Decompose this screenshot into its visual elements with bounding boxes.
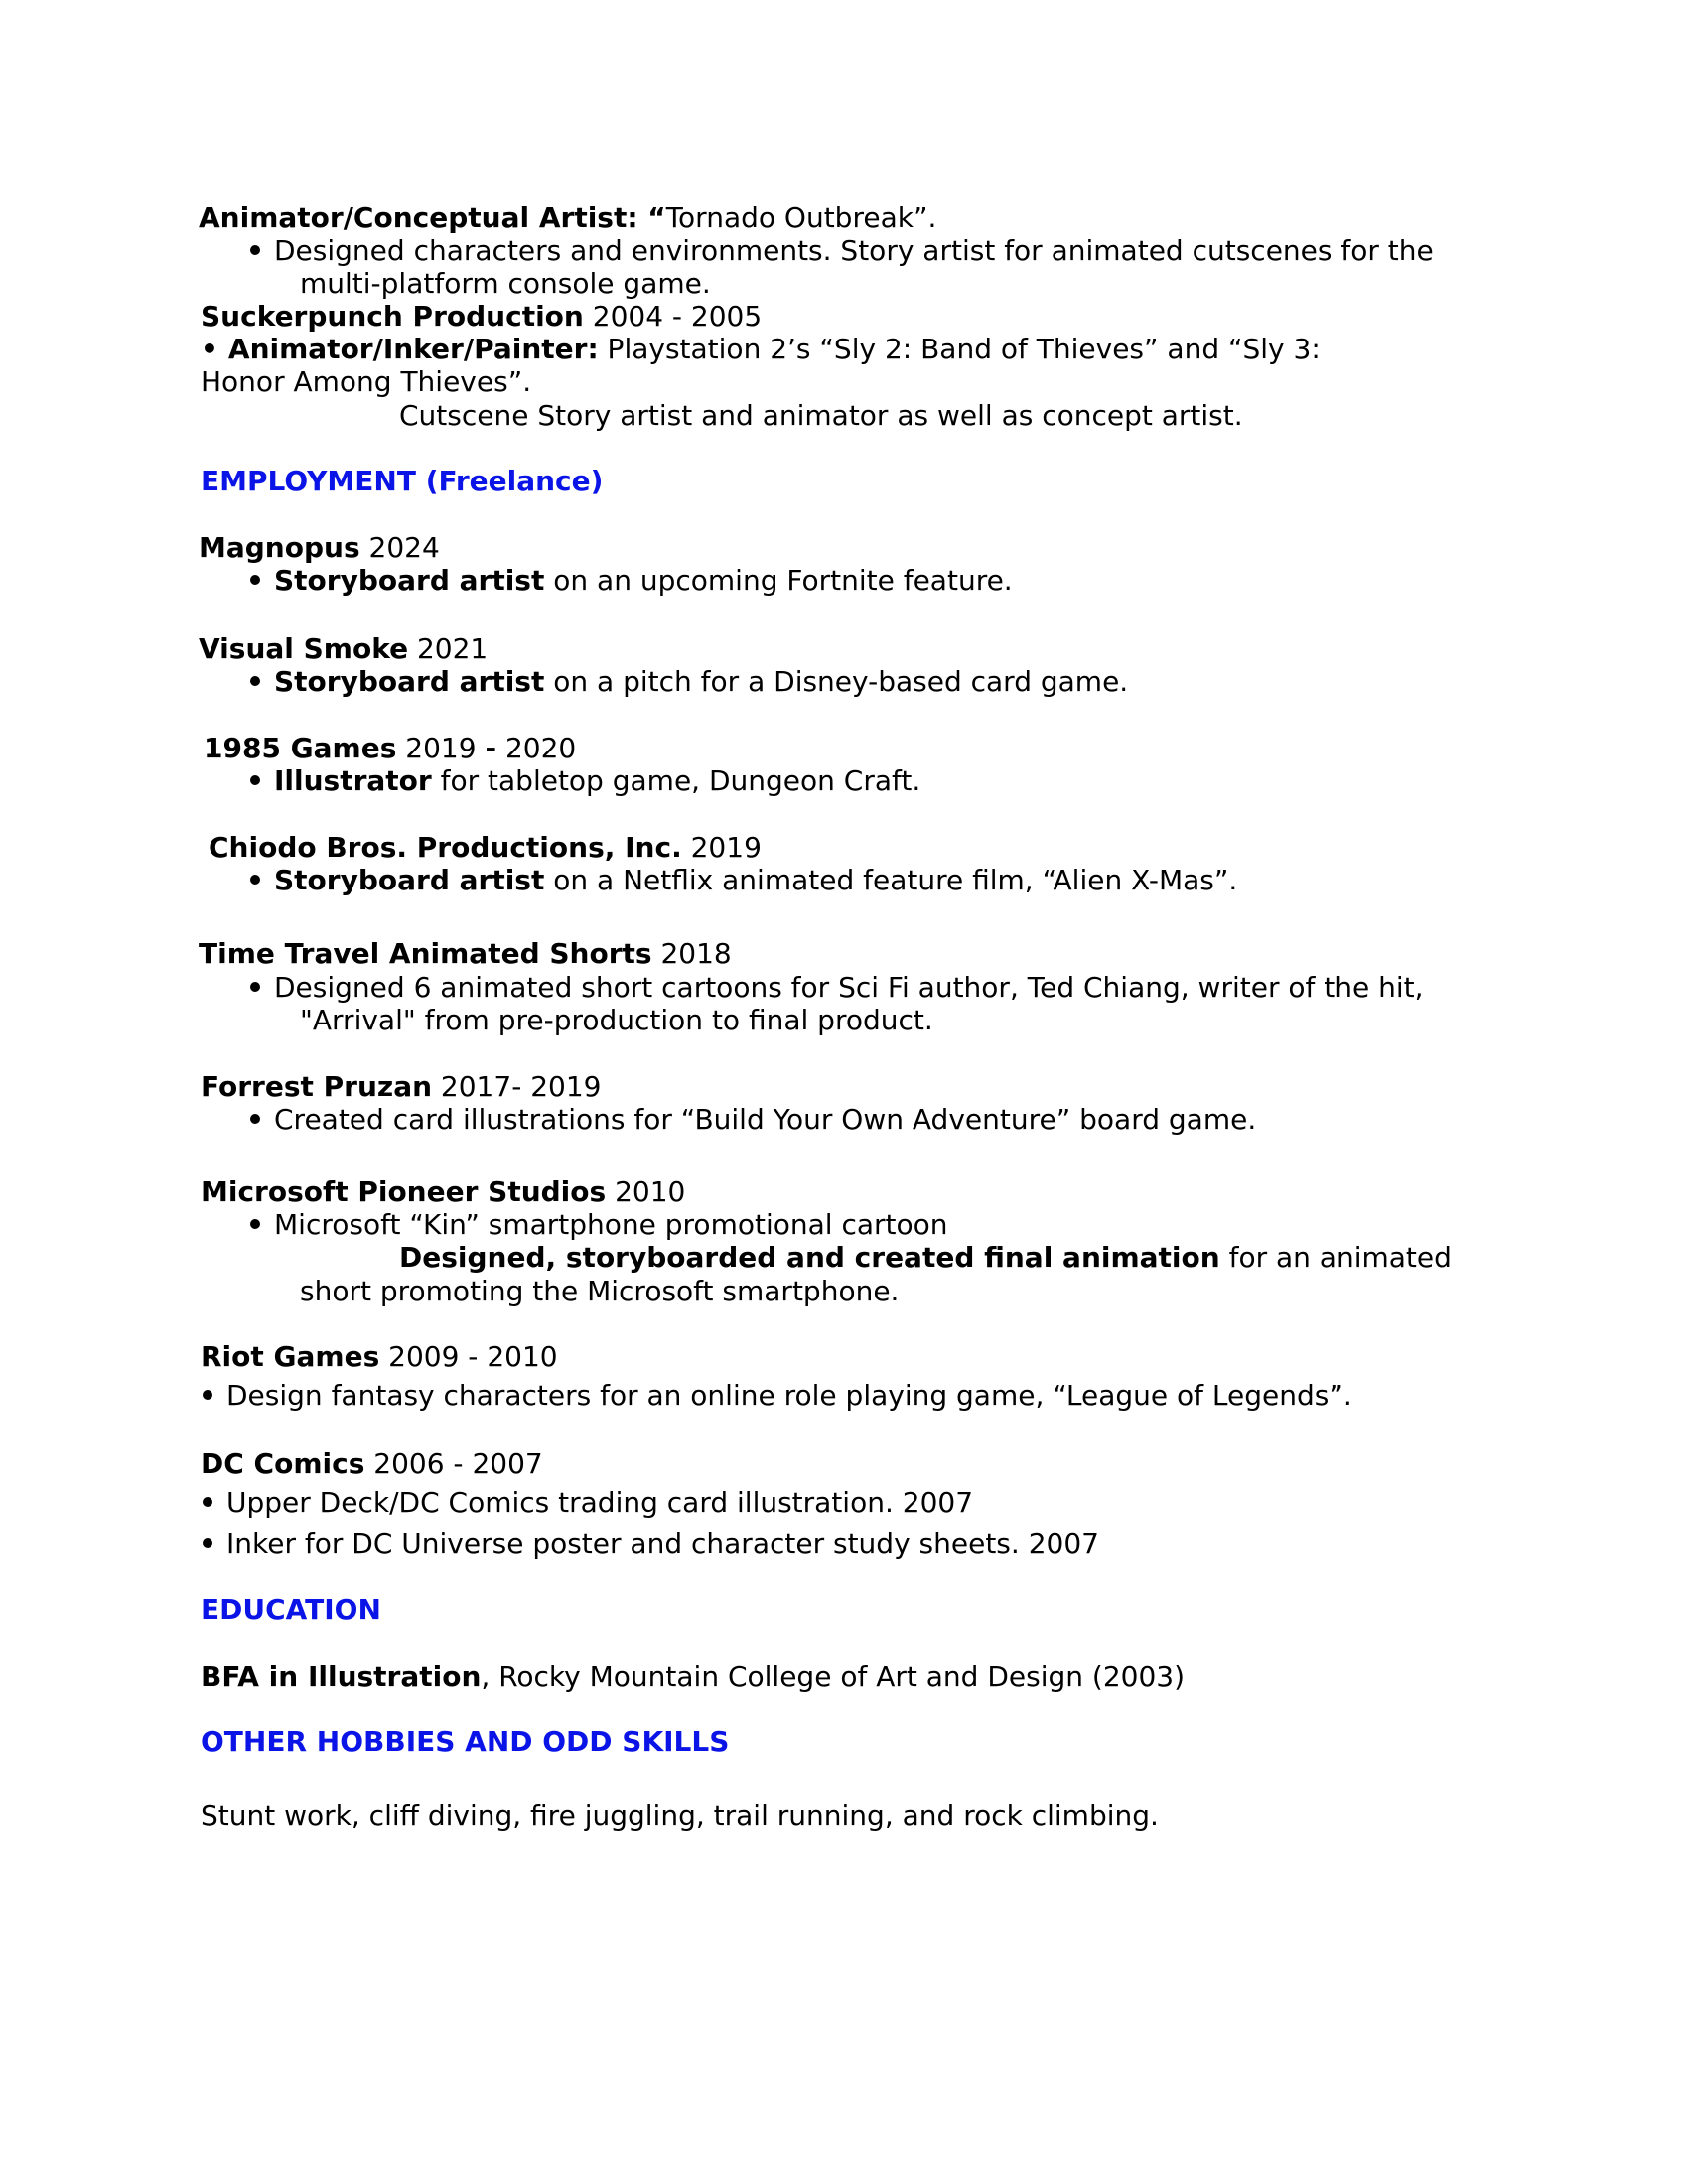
section-heading-employment: EMPLOYMENT (Freelance) bbox=[201, 465, 604, 497]
job-desc: on a pitch for a Disney-based card game. bbox=[544, 665, 1129, 698]
job-desc: Inker for DC Universe poster and character study sheets. 2007 bbox=[226, 1527, 1099, 1560]
job-header bbox=[201, 1070, 601, 1104]
company-name: Chiodo Bros. Productions, Inc. bbox=[209, 831, 682, 864]
role-label: Animator/Inker/Painter: bbox=[227, 333, 599, 365]
bullet-icon bbox=[250, 245, 260, 255]
company-name: 1985 Games bbox=[204, 732, 397, 764]
degree: BFA in Illustration bbox=[201, 1660, 482, 1693]
role-label: Storyboard artist bbox=[274, 564, 545, 597]
list-item bbox=[250, 764, 920, 798]
company-name: Microsoft Pioneer Studios bbox=[201, 1175, 607, 1208]
dates: 2004 - 2005 bbox=[583, 300, 763, 333]
role-label: Animator/Conceptual Artist: bbox=[199, 202, 638, 234]
job-desc: Designed 6 animated short cartoons for Sci Fi author, Ted Chiang, writer of the hit, bbox=[274, 971, 1424, 1004]
list-item bbox=[250, 1103, 1256, 1137]
list-item bbox=[203, 1379, 1352, 1413]
job-desc: Upper Deck/DC Comics trading card illustration. 2007 bbox=[226, 1486, 974, 1519]
list-item-continued: short promoting the Microsoft smartphone. bbox=[300, 1275, 900, 1307]
tornado-role-line bbox=[199, 202, 936, 235]
bullet-icon bbox=[250, 575, 260, 585]
dates: 2018 bbox=[651, 937, 732, 970]
quote-open: “ bbox=[637, 202, 666, 234]
company-name: Visual Smoke bbox=[199, 632, 409, 665]
role-label: Storyboard artist bbox=[274, 864, 545, 896]
dates: 2021 bbox=[408, 632, 489, 665]
company-name: Time Travel Animated Shorts bbox=[199, 937, 652, 970]
hobbies-text: Stunt work, cliff diving, fire juggling, trail running, and rock climbing. bbox=[201, 1799, 1159, 1832]
bullet-icon bbox=[250, 775, 260, 785]
education-line bbox=[201, 1660, 1185, 1694]
job-desc: Microsoft “Kin” smartphone promotional cartoon bbox=[274, 1208, 948, 1241]
role-label: Illustrator bbox=[274, 764, 432, 797]
bullet-icon bbox=[250, 1114, 260, 1124]
section-heading-hobbies: OTHER HOBBIES AND ODD SKILLS bbox=[201, 1725, 730, 1758]
dates-dash: - bbox=[485, 732, 497, 764]
bullet-text: Designed characters and environments. Story artist for animated cutscenes for the bbox=[274, 234, 1434, 267]
dates: 2009 - 2010 bbox=[379, 1340, 558, 1373]
company-name: Forrest Pruzan bbox=[201, 1070, 433, 1103]
company-name: Suckerpunch Production bbox=[201, 300, 584, 333]
role-label: Designed, storyboarded and created final animation bbox=[399, 1241, 1220, 1274]
dates: 2020 bbox=[496, 732, 577, 764]
bullet-icon bbox=[203, 1538, 212, 1548]
job-header bbox=[201, 1340, 558, 1374]
list-item-continued: multi-platform console game. bbox=[300, 267, 711, 300]
job-header bbox=[199, 632, 488, 666]
dates: 2017- 2019 bbox=[432, 1070, 602, 1103]
school: , Rocky Mountain College of Art and Design (2003) bbox=[481, 1660, 1186, 1693]
job-header bbox=[201, 1175, 685, 1209]
bullet-icon: • bbox=[201, 333, 218, 365]
bullet-icon bbox=[250, 676, 260, 686]
job-header bbox=[199, 937, 732, 971]
dates: 2019 bbox=[681, 831, 762, 864]
bullet-icon bbox=[250, 982, 260, 992]
job-header bbox=[209, 831, 762, 865]
list-item-continued bbox=[399, 1241, 1452, 1275]
job-desc: on an upcoming Fortnite feature. bbox=[544, 564, 1013, 597]
list-item bbox=[203, 1527, 1099, 1561]
company-name: DC Comics bbox=[201, 1447, 365, 1480]
list-item-continued: "Arrival" from pre-production to final product. bbox=[300, 1004, 933, 1036]
list-item bbox=[250, 234, 1434, 268]
job-header bbox=[199, 531, 440, 565]
list-item bbox=[250, 564, 1013, 598]
dates: 2019 bbox=[396, 732, 486, 764]
suckerpunch-desc-line2: Honor Among Thieves”. bbox=[201, 365, 532, 398]
list-item bbox=[250, 864, 1237, 897]
job-header bbox=[204, 732, 576, 765]
list-item bbox=[203, 1486, 973, 1520]
job-desc: for tabletop game, Dungeon Craft. bbox=[431, 764, 921, 797]
company-name: Magnopus bbox=[199, 531, 360, 564]
list-item bbox=[250, 1208, 948, 1242]
bullet-icon bbox=[203, 1497, 212, 1507]
list-item bbox=[250, 971, 1424, 1005]
job-header bbox=[201, 1447, 543, 1481]
role-label: Storyboard artist bbox=[274, 665, 545, 698]
suckerpunch-header bbox=[201, 300, 762, 334]
company-name: Riot Games bbox=[201, 1340, 380, 1373]
job-desc: on a Netflix animated feature film, “Alien X-Mas”. bbox=[544, 864, 1238, 896]
bullet-icon bbox=[250, 1219, 260, 1229]
job-desc: Design fantasy characters for an online role playing game, “League of Legends”. bbox=[226, 1379, 1352, 1412]
dates: 2024 bbox=[359, 531, 440, 564]
dates: 2006 - 2007 bbox=[364, 1447, 543, 1480]
bullet-icon bbox=[203, 1390, 212, 1400]
bullet-icon bbox=[250, 875, 260, 885]
suckerpunch-desc-line3: Cutscene Story artist and animator as well as concept artist. bbox=[399, 399, 1243, 432]
role-title: Tornado Outbreak”. bbox=[665, 202, 937, 234]
list-item bbox=[250, 665, 1128, 699]
suckerpunch-role-line bbox=[201, 333, 1321, 366]
dates: 2010 bbox=[606, 1175, 686, 1208]
job-desc: for an animated bbox=[1219, 1241, 1452, 1274]
section-heading-education: EDUCATION bbox=[201, 1593, 381, 1626]
job-desc: Created card illustrations for “Build Your Own Adventure” board game. bbox=[274, 1103, 1257, 1136]
role-desc: Playstation 2’s “Sly 2: Band of Thieves” and “Sly 3: bbox=[598, 333, 1321, 365]
